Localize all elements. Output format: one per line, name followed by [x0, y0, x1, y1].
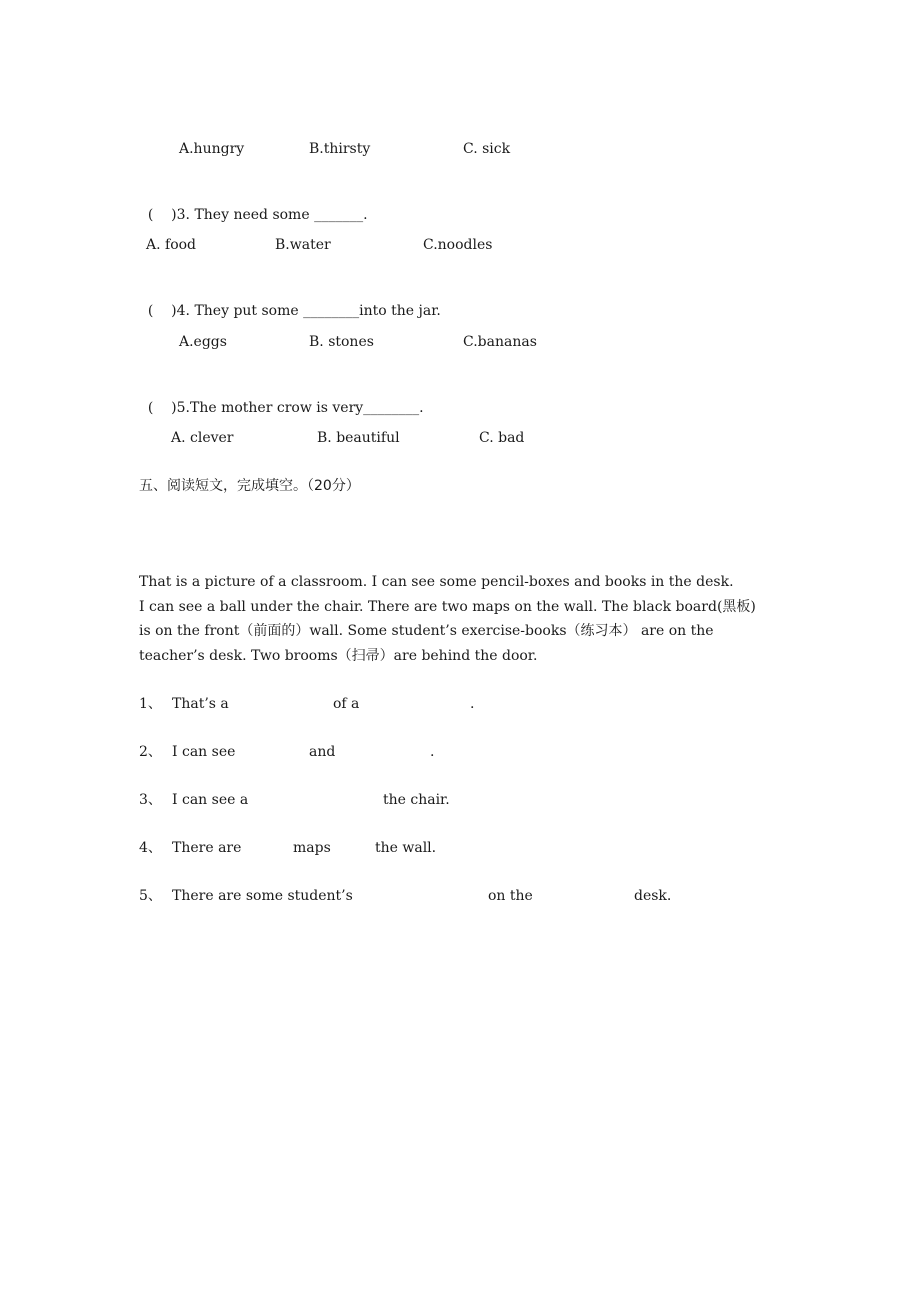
passage-line-3: is on the front（前面的）wall. Some student’s exercise-books（练习本） are on the	[139, 623, 714, 639]
q3-question	[139, 188, 368, 224]
section-five-title: 五、阅读短文，完成填空。（20分）	[139, 478, 360, 494]
fill-item-text: desk.	[634, 888, 672, 904]
fill-item-text: .	[430, 744, 435, 760]
fill-item-number: 2、	[139, 744, 162, 760]
passage-line-4: teacher’s desk. Two brooms（扫帚）are behind the door.	[139, 647, 538, 664]
q4-option-a: A.eggs	[179, 334, 227, 350]
q4-question	[139, 284, 441, 320]
q5-option-c: C. bad	[479, 430, 525, 446]
q2-option-a: A.hungry	[179, 141, 245, 157]
fill-item-number: 5、	[139, 888, 162, 904]
q5-option-a: A. clever	[171, 430, 234, 446]
fill-item-text: maps	[293, 840, 331, 856]
q3-option-a: A. food	[146, 237, 197, 253]
fill-item-text: the wall.	[375, 840, 437, 856]
fill-item-text: I can see a	[172, 792, 249, 808]
fill-item-text: That’s a	[172, 696, 229, 712]
passage-line-2: I can see a ball under the chair. There are two maps on the wall. The black board(黑板)	[139, 598, 756, 615]
q5-answer-paren: ( )	[147, 400, 177, 416]
q5-option-b: B. beautiful	[317, 430, 400, 446]
q3-option-c: C.noodles	[423, 237, 493, 253]
q3-answer-paren: ( )	[147, 207, 177, 223]
fill-item-text: I can see	[172, 744, 236, 760]
q4-stem: 4. They put some ________into the jar.	[176, 303, 441, 319]
fill-item-text: There are	[172, 840, 242, 856]
fill-item-text: of a	[333, 696, 360, 712]
q3-option-b: B.water	[275, 237, 331, 253]
q5-question	[139, 381, 424, 417]
fill-item-text: and	[309, 744, 336, 760]
fill-item-number: 4、	[139, 840, 162, 856]
fill-item-number: 1、	[139, 696, 162, 712]
fill-item-text: There are some student’s	[172, 888, 353, 904]
fill-item-text: on the	[488, 888, 533, 904]
q2-option-b: B.thirsty	[309, 141, 371, 157]
q5-stem: 5.The mother crow is very________.	[176, 400, 424, 416]
fill-item-text: the chair.	[383, 792, 450, 808]
q4-answer-paren: ( )	[147, 303, 177, 319]
q3-stem: 3. They need some _______.	[176, 207, 368, 223]
q2-option-c: C. sick	[463, 141, 511, 157]
q4-option-c: C.bananas	[463, 334, 537, 350]
q4-option-b: B. stones	[309, 334, 374, 350]
reading-passage	[139, 570, 805, 668]
fill-item-number: 3、	[139, 792, 162, 808]
fill-item-text: .	[470, 696, 475, 712]
passage-line-1: That is a picture of a classroom. I can see some pencil-boxes and books in the desk.	[139, 574, 734, 590]
